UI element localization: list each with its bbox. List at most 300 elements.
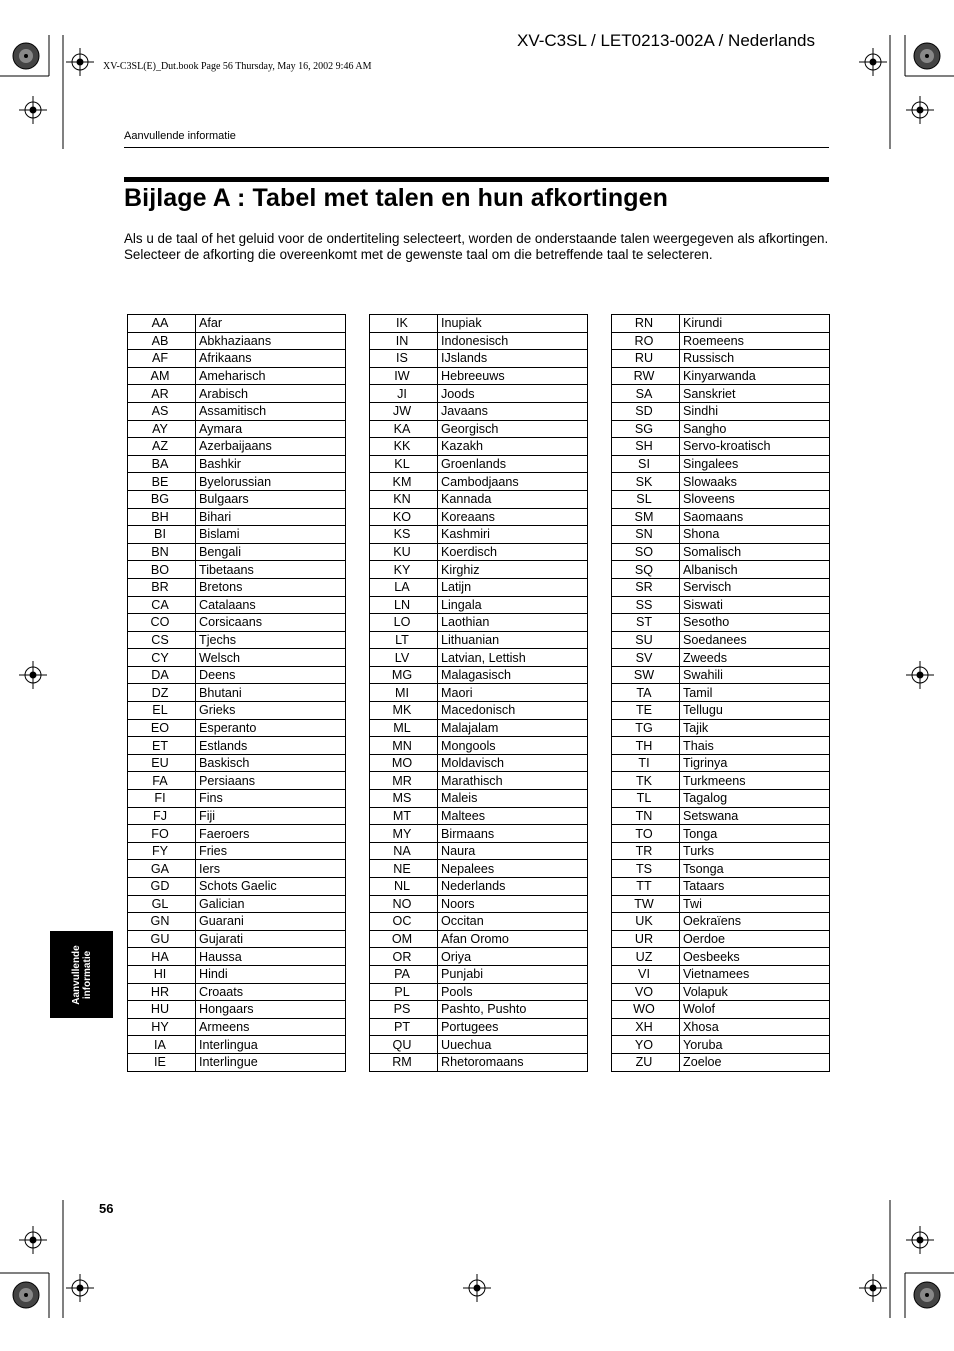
language-name: Laothian [438,614,588,632]
table-row [612,438,830,456]
table-row [370,631,588,649]
table-row [370,948,588,966]
table-row [128,332,346,350]
language-code: OC [370,913,438,931]
language-name: Servisch [680,578,830,596]
language-name: Kirghiz [438,561,588,579]
language-name: Russisch [680,350,830,368]
language-name: Somalisch [680,543,830,561]
table-row [612,1053,830,1071]
table-row [370,878,588,896]
language-code: MO [370,754,438,772]
side-tab-line-2: informatie [81,950,93,999]
language-name: Afan Oromo [438,930,588,948]
language-code: SI [612,455,680,473]
language-name: Bashkir [196,455,346,473]
language-name: Galician [196,895,346,913]
language-code: PS [370,1001,438,1019]
table-row [612,350,830,368]
language-name: Welsch [196,649,346,667]
language-name: Sanskriet [680,385,830,403]
table-row [370,455,588,473]
language-code: TA [612,684,680,702]
language-name: Hindi [196,965,346,983]
language-name: Pashto, Pushto [438,1001,588,1019]
language-table-1 [127,314,346,1072]
table-row [370,790,588,808]
language-name: Zoeloe [680,1053,830,1071]
table-row [612,754,830,772]
language-name: Turks [680,842,830,860]
intro-paragraph: Als u de taal of het geluid voor de ondertiteling selecteert, worden de onderstaande talen weergegeven als afkortingen. Selecteer de afkorting die overeenkomt met de gewenste taal om die betreffende taal te selecteren. [124,231,829,262]
table-row [612,913,830,931]
language-name: Tamil [680,684,830,702]
language-name: Fins [196,790,346,808]
table-row [128,1036,346,1054]
language-name: Javaans [438,402,588,420]
table-row [612,807,830,825]
language-code: KO [370,508,438,526]
table-row [612,455,830,473]
language-name: Singalees [680,455,830,473]
language-code: HY [128,1018,196,1036]
language-name: Oesbeeks [680,948,830,966]
table-row [370,913,588,931]
language-name: Gujarati [196,930,346,948]
language-code: AM [128,367,196,385]
language-code: LA [370,578,438,596]
table-row [612,825,830,843]
language-code: GD [128,878,196,896]
language-code: EU [128,754,196,772]
language-name: Bihari [196,508,346,526]
language-name: Abkhaziaans [196,332,346,350]
language-name: Thais [680,737,830,755]
language-code: MI [370,684,438,702]
language-code: SO [612,543,680,561]
table-row [370,825,588,843]
table-row [612,473,830,491]
table-row [612,543,830,561]
table-row [370,420,588,438]
table-row [612,315,830,333]
language-name: Pools [438,983,588,1001]
language-name: IJslands [438,350,588,368]
page-number: 56 [99,1201,114,1216]
table-row [612,772,830,790]
language-code: BR [128,578,196,596]
language-name: Tonga [680,825,830,843]
language-code: TO [612,825,680,843]
table-row [370,473,588,491]
language-code: NA [370,842,438,860]
language-code: SS [612,596,680,614]
language-code: MG [370,666,438,684]
language-code: SM [612,508,680,526]
table-row [612,842,830,860]
language-code: KS [370,526,438,544]
language-name: Nepalees [438,860,588,878]
table-row [612,420,830,438]
language-name: Maori [438,684,588,702]
language-name: Kannada [438,490,588,508]
language-name: Maleis [438,790,588,808]
language-name: Occitan [438,913,588,931]
language-name: Tigrinya [680,754,830,772]
language-code: VO [612,983,680,1001]
language-name: Sloveens [680,490,830,508]
language-code: KM [370,473,438,491]
language-name: Sesotho [680,614,830,632]
language-table-3 [611,314,830,1072]
language-code: TR [612,842,680,860]
language-code: BN [128,543,196,561]
table-row [370,1018,588,1036]
table-row [128,614,346,632]
language-code: SD [612,402,680,420]
language-code: IN [370,332,438,350]
table-row [370,1001,588,1019]
language-code: HA [128,948,196,966]
language-code: SN [612,526,680,544]
language-code: NL [370,878,438,896]
table-row [612,385,830,403]
language-name: Aymara [196,420,346,438]
table-row [128,965,346,983]
table-row [370,649,588,667]
table-row [128,543,346,561]
heading-rule [124,177,829,182]
language-name: Portugees [438,1018,588,1036]
table-row [128,913,346,931]
language-code: CY [128,649,196,667]
language-code: ST [612,614,680,632]
language-name: Maltees [438,807,588,825]
language-code: MK [370,702,438,720]
table-row [128,649,346,667]
table-row [128,790,346,808]
language-name: Vietnamees [680,965,830,983]
language-code: BG [128,490,196,508]
language-name: Tsonga [680,860,830,878]
language-code: YO [612,1036,680,1054]
language-code: EL [128,702,196,720]
language-code: BO [128,561,196,579]
language-name: Moldavisch [438,754,588,772]
table-row [370,438,588,456]
table-row [128,895,346,913]
language-code: PT [370,1018,438,1036]
language-name: Marathisch [438,772,588,790]
table-row [370,315,588,333]
language-code: GU [128,930,196,948]
language-name: Xhosa [680,1018,830,1036]
table-row [612,508,830,526]
language-name: Ameharisch [196,367,346,385]
language-name: Mongools [438,737,588,755]
language-name: Afrikaans [196,350,346,368]
table-row [370,666,588,684]
table-row [370,385,588,403]
language-name: Tjechs [196,631,346,649]
language-code: RO [612,332,680,350]
table-row [128,702,346,720]
language-code: LN [370,596,438,614]
language-name: Bretons [196,578,346,596]
language-code: BI [128,526,196,544]
language-code: UK [612,913,680,931]
language-code: AB [128,332,196,350]
table-row [128,315,346,333]
language-name: Fries [196,842,346,860]
table-row [612,1036,830,1054]
language-code: HI [128,965,196,983]
language-code: XH [612,1018,680,1036]
table-row [370,402,588,420]
language-name: Bhutani [196,684,346,702]
table-row [128,930,346,948]
language-code: ML [370,719,438,737]
table-row [128,772,346,790]
language-code: KY [370,561,438,579]
language-code: NE [370,860,438,878]
table-row [612,367,830,385]
table-row [612,895,830,913]
language-code: LO [370,614,438,632]
language-code: AF [128,350,196,368]
language-code: RU [612,350,680,368]
language-name: Byelorussian [196,473,346,491]
language-code: ZU [612,1053,680,1071]
table-row [370,772,588,790]
table-row [128,402,346,420]
language-name: Koreaans [438,508,588,526]
table-row [370,983,588,1001]
language-name: Kirundi [680,315,830,333]
language-code: AS [128,402,196,420]
language-code: FI [128,790,196,808]
language-code: UR [612,930,680,948]
language-name: Catalaans [196,596,346,614]
language-code: TH [612,737,680,755]
table-row [612,948,830,966]
language-code: SH [612,438,680,456]
language-name: Bislami [196,526,346,544]
table-row [370,895,588,913]
language-name: Esperanto [196,719,346,737]
language-name: Tellugu [680,702,830,720]
table-row [612,983,830,1001]
language-name: Uuechua [438,1036,588,1054]
language-code: SL [612,490,680,508]
table-row [612,526,830,544]
table-row [128,737,346,755]
language-code: PL [370,983,438,1001]
table-row [370,543,588,561]
table-row [612,702,830,720]
language-name: Persiaans [196,772,346,790]
language-name: Afar [196,315,346,333]
table-row [128,1053,346,1071]
table-row [128,684,346,702]
table-row [612,1001,830,1019]
table-row [128,596,346,614]
language-code: GL [128,895,196,913]
language-code: HR [128,983,196,1001]
table-row [612,878,830,896]
language-name: Setswana [680,807,830,825]
language-name: Joods [438,385,588,403]
language-code: SU [612,631,680,649]
language-name: Groenlands [438,455,588,473]
table-row [370,332,588,350]
language-code: PA [370,965,438,983]
table-row [370,1053,588,1071]
language-code: SV [612,649,680,667]
language-name: Cambodjaans [438,473,588,491]
language-code: KK [370,438,438,456]
table-row [612,649,830,667]
language-code: IS [370,350,438,368]
table-row [128,719,346,737]
table-row [612,402,830,420]
table-row [128,878,346,896]
table-row [612,719,830,737]
language-code: MT [370,807,438,825]
language-code: TK [612,772,680,790]
language-code: IK [370,315,438,333]
table-row [370,754,588,772]
language-code: TW [612,895,680,913]
language-name: Twi [680,895,830,913]
language-name: Kazakh [438,438,588,456]
table-row [370,684,588,702]
language-code: TE [612,702,680,720]
language-code: MS [370,790,438,808]
table-row [370,508,588,526]
language-code: IW [370,367,438,385]
language-code: FJ [128,807,196,825]
language-code: GA [128,860,196,878]
table-row [128,807,346,825]
table-row [128,948,346,966]
language-name: Schots Gaelic [196,878,346,896]
language-code: RW [612,367,680,385]
language-code: DA [128,666,196,684]
table-row [128,455,346,473]
language-name: Malajalam [438,719,588,737]
language-code: BH [128,508,196,526]
language-name: Malagasisch [438,666,588,684]
table-row [612,614,830,632]
language-code: WO [612,1001,680,1019]
language-name: Assamitisch [196,402,346,420]
language-name: Tibetaans [196,561,346,579]
language-name: Kinyarwanda [680,367,830,385]
language-name: Shona [680,526,830,544]
table-row [370,526,588,544]
header-rule [124,147,829,148]
table-row [370,860,588,878]
table-row [370,702,588,720]
table-row [612,1018,830,1036]
language-code: FO [128,825,196,843]
document-title: XV-C3SL / LET0213-002A / Nederlands [517,31,815,50]
table-row [370,930,588,948]
table-row [128,754,346,772]
language-code: TS [612,860,680,878]
table-row [370,965,588,983]
language-code: NO [370,895,438,913]
language-code: JW [370,402,438,420]
language-code: VI [612,965,680,983]
language-name: Koerdisch [438,543,588,561]
table-row [128,385,346,403]
table-row [612,684,830,702]
language-name: Interlingue [196,1053,346,1071]
table-row [370,807,588,825]
table-row [128,983,346,1001]
language-name: Azerbaijaans [196,438,346,456]
table-row [128,578,346,596]
language-table-2 [369,314,588,1072]
language-code: GN [128,913,196,931]
language-name: Nederlands [438,878,588,896]
table-row [128,367,346,385]
language-name: Wolof [680,1001,830,1019]
language-code: UZ [612,948,680,966]
table-row [128,825,346,843]
language-code: TL [612,790,680,808]
language-name: Servo-kroatisch [680,438,830,456]
language-name: Macedonisch [438,702,588,720]
table-row [370,719,588,737]
table-row [128,860,346,878]
language-code: RM [370,1053,438,1071]
language-code: IE [128,1053,196,1071]
language-code: MR [370,772,438,790]
table-row [370,561,588,579]
language-name: Zweeds [680,649,830,667]
language-code: CO [128,614,196,632]
language-name: Bengali [196,543,346,561]
side-tab-line-1: Aanvullende [70,944,82,1005]
language-code: KA [370,420,438,438]
page-heading: Bijlage A : Tabel met talen en hun afkortingen [124,184,669,212]
language-name: Yoruba [680,1036,830,1054]
language-code: LT [370,631,438,649]
table-row [370,596,588,614]
language-code: KN [370,490,438,508]
table-row [612,596,830,614]
table-row [612,790,830,808]
language-code: AZ [128,438,196,456]
table-row [128,473,346,491]
language-name: Turkmeens [680,772,830,790]
language-code: KL [370,455,438,473]
language-name: Tataars [680,878,830,896]
table-row [612,490,830,508]
language-name: Inupiak [438,315,588,333]
table-row [370,490,588,508]
language-code: AR [128,385,196,403]
language-name: Lithuanian [438,631,588,649]
table-row [370,842,588,860]
language-name: Hebreeuws [438,367,588,385]
language-code: OM [370,930,438,948]
language-name: Iers [196,860,346,878]
language-name: Latijn [438,578,588,596]
